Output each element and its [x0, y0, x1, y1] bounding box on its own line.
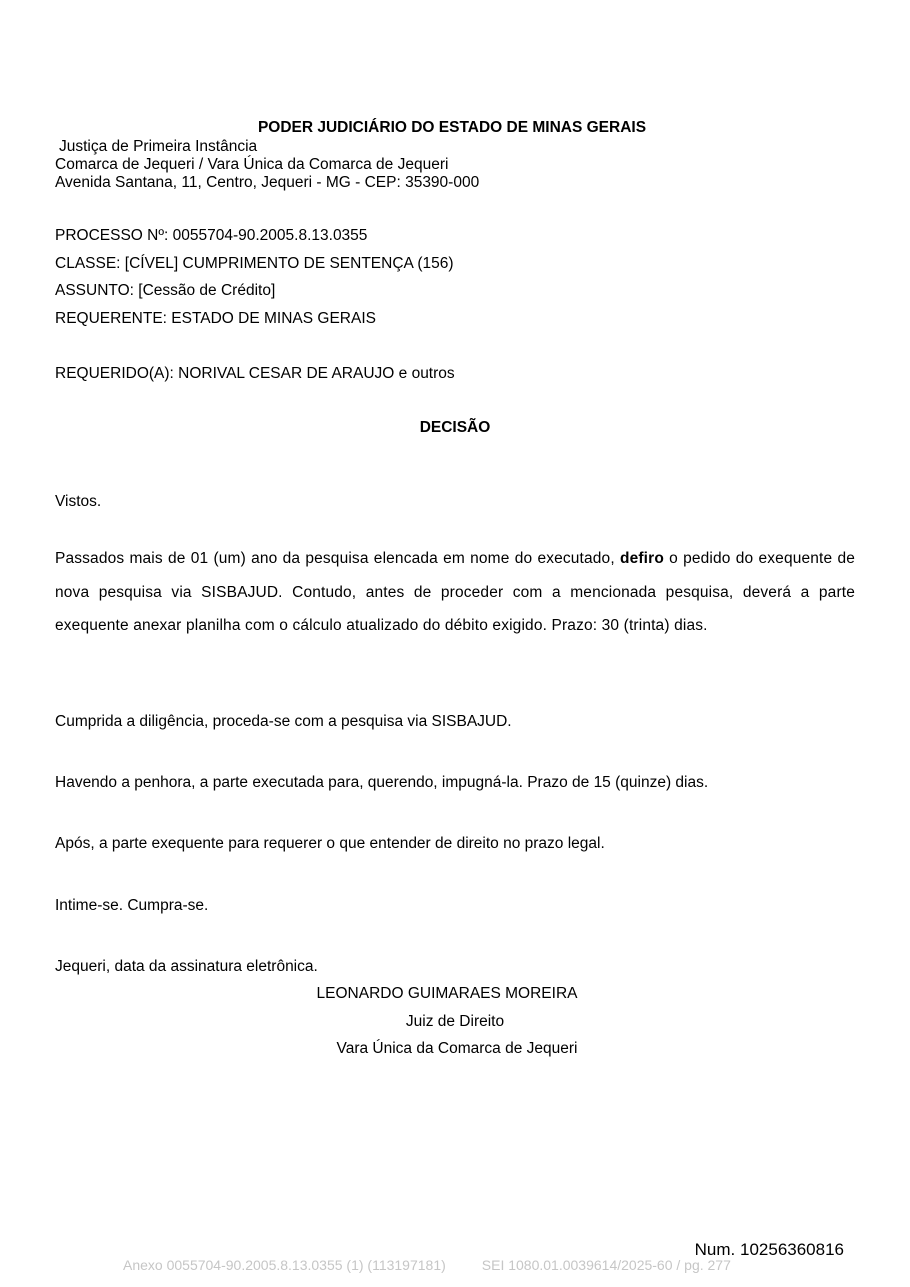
- footer-sei: SEI 1080.01.0039614/2025-60 / pg. 277: [481, 1257, 731, 1273]
- decision-paragraph-5: Intime-se. Cumpra-se.: [55, 897, 209, 914]
- judge-name: LEONARDO GUIMARAES MOREIRA: [316, 985, 578, 1002]
- judge-unit: Vara Única da Comarca de Jequeri: [336, 1040, 578, 1057]
- case-defendant: REQUERIDO(A): NORIVAL CESAR DE ARAUJO e outros: [55, 365, 455, 382]
- instance-line: Justiça de Primeira Instância: [59, 138, 258, 155]
- case-number: PROCESSO Nº: 0055704-90.2005.8.13.0355: [55, 227, 368, 244]
- address-line: Avenida Santana, 11, Centro, Jequeri - MG - CEP: 35390-000: [55, 174, 480, 191]
- decision-title: DECISÃO: [419, 419, 491, 436]
- decision-date-line: Jequeri, data da assinatura eletrônica.: [55, 958, 318, 975]
- document-number: Num. 10256360816: [694, 1240, 844, 1259]
- decision-paragraph-1: [55, 542, 855, 643]
- court-name: PODER JUDICIÁRIO DO ESTADO DE MINAS GERAIS: [257, 119, 647, 136]
- comarca-line: Comarca de Jequeri / Vara Única da Comarca de Jequeri: [55, 156, 449, 173]
- paragraph-1-emphasis: defiro: [619, 550, 664, 567]
- case-plaintiff: REQUERENTE: ESTADO DE MINAS GERAIS: [55, 310, 376, 327]
- decision-paragraph-4: Após, a parte exequente para requerer o que entender de direito no prazo legal.: [55, 835, 605, 852]
- judge-role: Juiz de Direito: [405, 1013, 505, 1030]
- paragraph-1-end: o pedido do exequente de nova pesquisa via SISBAJUD. Contudo, antes de proceder com a mencionada pesquisa, deverá a parte exequente anexar planilha com o cálculo atualizado do débito exigido. Prazo: 30 (trinta) dias.: [55, 550, 855, 634]
- paragraph-1-start: Passados mais de 01 (um) ano da pesquisa elencada em nome do executado,: [55, 550, 615, 567]
- footer-watermark: [123, 1257, 731, 1273]
- decision-paragraph-2: Cumprida a diligência, proceda-se com a pesquisa via SISBAJUD.: [55, 713, 512, 730]
- decision-vistos: Vistos.: [55, 493, 102, 510]
- decision-paragraph-3: Havendo a penhora, a parte executada para, querendo, impugná-la. Prazo de 15 (quinze) dias.: [55, 774, 709, 791]
- case-class: CLASSE: [CÍVEL] CUMPRIMENTO DE SENTENÇA (156): [55, 255, 454, 272]
- case-subject: ASSUNTO: [Cessão de Crédito]: [55, 282, 276, 299]
- footer-annex: Anexo 0055704-90.2005.8.13.0355 (1) (113197181): [123, 1257, 446, 1273]
